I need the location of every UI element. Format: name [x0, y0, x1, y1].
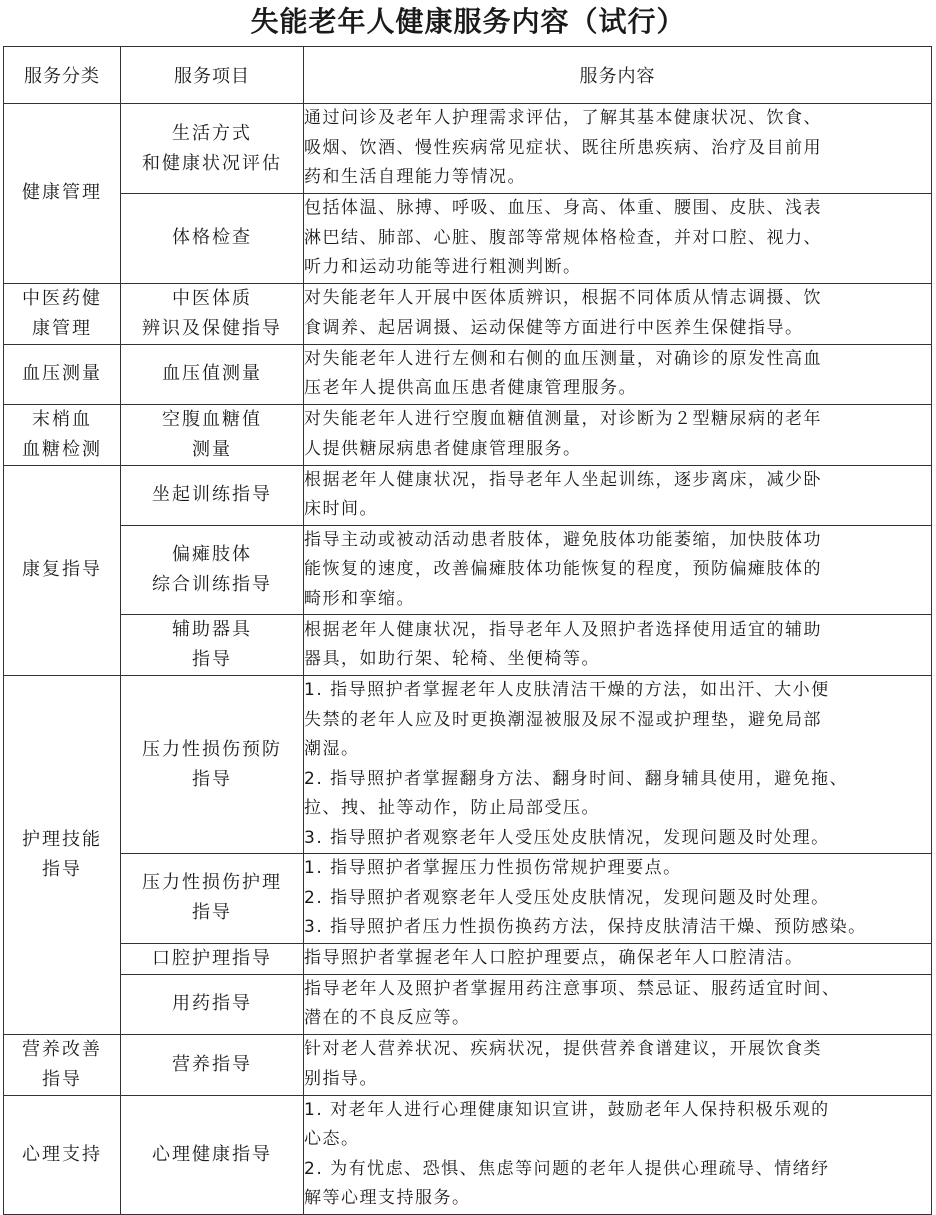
content-line: 人提供糖尿病患者健康管理服务。 — [304, 438, 582, 459]
content-line: 指导主动或被动活动患者肢体，避免肢体功能萎缩，加快肢体功 — [304, 529, 822, 550]
table-row — [4, 194, 932, 284]
table-row — [4, 283, 932, 344]
item-cell — [121, 1034, 304, 1095]
item-cell — [121, 283, 304, 344]
category-text: 指导 — [42, 858, 82, 880]
content-line: 对失能老年人进行空腹血糖值测量，对诊断为２型糖尿病的老年 — [304, 409, 822, 429]
category-text: 康复指导 — [22, 559, 102, 581]
header-item: 服务项目 — [121, 47, 304, 104]
item-text: 营养指导 — [172, 1053, 252, 1075]
table-row — [4, 1095, 932, 1214]
item-text: 指导 — [192, 649, 232, 670]
category-text: 血压测量 — [22, 363, 102, 384]
item-text: 指导 — [192, 768, 232, 790]
table-row — [4, 854, 932, 944]
category-cell — [4, 676, 121, 1035]
item-text: 生活方式 — [172, 122, 252, 144]
content-line: 听力和运动功能等进行粗测判断。 — [304, 257, 582, 277]
item-cell — [121, 974, 304, 1034]
content-line: 1. 指导照护者掌握压力性损伤常规护理要点。 — [304, 858, 682, 878]
content-cell — [304, 943, 932, 974]
category-cell — [4, 283, 121, 344]
table-row — [4, 974, 932, 1034]
category-text: 血糖检测 — [22, 438, 102, 460]
content-line: 吸烟、饮酒、慢性疾病常见症状、既往所患疾病、治疗及目前用 — [304, 137, 822, 158]
category-text: 心理支持 — [22, 1143, 102, 1165]
content-line: 别指导。 — [304, 1068, 378, 1089]
content-cell — [304, 854, 932, 944]
content-line: 对失能老年人开展中医体质辨识，根据不同体质从情志调摄、饮 — [304, 288, 822, 308]
item-text: 压力性损伤预防 — [142, 738, 282, 760]
category-text: 末梢血 — [32, 408, 92, 430]
content-line: 压老年人提供高血压患者健康管理服务。 — [304, 378, 637, 398]
content-line: 解等心理支持服务。 — [304, 1188, 471, 1208]
content-line: 指导照护者掌握老年人口腔护理要点，确保老年人口腔清洁。 — [304, 947, 804, 968]
item-cell — [121, 194, 304, 284]
item-cell — [121, 854, 304, 944]
table-row — [4, 465, 932, 525]
category-cell — [4, 465, 121, 676]
table-row — [4, 1034, 932, 1095]
item-text: 压力性损伤护理 — [142, 872, 282, 894]
category-text: 指导 — [42, 1068, 82, 1090]
content-cell — [304, 404, 932, 465]
item-text: 辨识及保健指导 — [142, 317, 282, 339]
content-line: 针对老人营养状况、疾病状况，提供营养食谱建议，开展饮食类 — [304, 1039, 822, 1059]
category-cell — [4, 1095, 121, 1214]
content-cell — [304, 1034, 932, 1095]
table-row — [4, 344, 932, 404]
category-text: 护理技能 — [22, 828, 102, 850]
item-cell — [121, 104, 304, 194]
content-line: 3. 指导照护者观察老年人受压处皮肤情况，发现问题及时处理。 — [304, 827, 830, 848]
table-header-row — [4, 47, 932, 104]
item-cell — [121, 676, 304, 854]
page-title: 失能老年人健康服务内容（试行） — [250, 5, 686, 38]
item-text: 体格检查 — [172, 227, 252, 249]
item-text: 用药指导 — [172, 993, 252, 1014]
category-cell — [4, 104, 121, 284]
content-line: 2. 为有忧虑、恐惧、焦虑等问题的老年人提供心理疏导、情绪纾 — [304, 1158, 830, 1179]
content-line: 通过问诊及老年人护理需求评估，了解其基本健康状况、饮食、 — [304, 108, 822, 129]
content-line: 畸形和挛缩。 — [304, 588, 415, 609]
table-row — [4, 615, 932, 676]
content-line: 2. 指导照护者观察老年人受压处皮肤情况，发现问题及时处理。 — [304, 887, 830, 908]
service-table — [3, 46, 932, 1215]
item-cell — [121, 404, 304, 465]
item-text: 血压值测量 — [162, 363, 262, 384]
content-line: 潮湿。 — [304, 739, 360, 759]
content-line: 包括体温、脉搏、呼吸、血压、身高、体重、腰围、皮肤、浅表 — [304, 198, 822, 218]
content-cell — [304, 974, 932, 1034]
content-cell — [304, 465, 932, 525]
content-line: 3. 指导照护者压力性损伤换药方法，保持皮肤清洁干燥、预防感染。 — [304, 917, 867, 937]
item-cell — [121, 943, 304, 974]
item-cell — [121, 1095, 304, 1214]
item-text: 中医体质 — [172, 287, 252, 309]
table-row — [4, 525, 932, 615]
content-line: 能恢复的速度，改善偏瘫肢体功能恢复的程度，预防偏瘫肢体的 — [304, 559, 822, 579]
content-cell — [304, 344, 932, 404]
content-cell — [304, 194, 932, 284]
item-text: 指导 — [192, 902, 232, 924]
item-text: 和健康状况评估 — [142, 152, 282, 174]
item-text: 偏瘫肢体 — [172, 543, 252, 565]
content-line: 床时间。 — [304, 499, 378, 519]
content-line: 淋巴结、肺部、心脏、腹部等常规体格检查，并对口腔、视力、 — [304, 227, 822, 248]
content-line: 食调养、起居调摄、运动保健等方面进行中医养生保健指导。 — [304, 317, 804, 338]
header-category: 服务分类 — [4, 47, 121, 104]
content-line: 根据老年人健康状况，指导老年人坐起训练，逐步离床，减少卧 — [304, 469, 822, 490]
category-text: 中医药健 — [22, 287, 102, 309]
item-text: 心理健康指导 — [152, 1143, 272, 1165]
content-cell — [304, 676, 932, 854]
item-text: 测量 — [192, 438, 232, 460]
item-text: 坐起训练指导 — [152, 484, 272, 505]
item-cell — [121, 344, 304, 404]
table-row — [4, 676, 932, 854]
item-cell — [121, 525, 304, 615]
item-text: 口腔护理指导 — [152, 947, 272, 969]
category-text: 健康管理 — [22, 182, 102, 204]
content-cell — [304, 1095, 932, 1214]
content-line: 1. 对老年人进行心理健康知识宣讲，鼓励老年人保持积极乐观的 — [304, 1099, 830, 1120]
category-text: 康管理 — [32, 317, 92, 339]
item-cell — [121, 465, 304, 525]
item-text: 辅助器具 — [172, 619, 252, 640]
content-cell — [304, 525, 932, 615]
content-line: 药和生活自理能力等情况。 — [304, 167, 526, 188]
content-cell — [304, 615, 932, 676]
item-text: 综合训练指导 — [152, 573, 272, 595]
table-row — [4, 104, 932, 194]
category-cell — [4, 404, 121, 465]
table-row — [4, 943, 932, 974]
content-line: 器具，如助行架、轮椅、坐便椅等。 — [304, 649, 600, 669]
header-content: 服务内容 — [304, 47, 932, 104]
category-text: 营养改善 — [22, 1038, 102, 1060]
item-text: 空腹血糖值 — [162, 408, 262, 430]
content-line: 拉、拽、扯等动作，防止局部受压。 — [304, 798, 600, 818]
content-line: 潜在的不良反应等。 — [304, 1008, 471, 1028]
content-line: 心态。 — [304, 1129, 360, 1149]
content-line: 失禁的老年人应及时更换潮湿被服及尿不湿或护理垫，避免局部 — [304, 709, 822, 730]
table-row — [4, 404, 932, 465]
content-line: 根据老年人健康状况，指导老年人及照护者选择使用适宜的辅助 — [304, 619, 822, 640]
content-cell — [304, 283, 932, 344]
category-cell — [4, 344, 121, 404]
content-line: 对失能老年人进行左侧和右侧的血压测量，对确诊的原发性高血 — [304, 348, 822, 369]
content-line: 2. 指导照护者掌握翻身方法、翻身时间、翻身辅具使用，避免拖、 — [304, 768, 849, 789]
content-cell — [304, 104, 932, 194]
content-line: 指导老年人及照护者掌握用药注意事项、禁忌证、服药适宜时间、 — [304, 978, 841, 999]
category-cell — [4, 1034, 121, 1095]
content-line: 1. 指导照护者掌握老年人皮肤清洁干燥的方法，如出汗、大小便 — [304, 680, 830, 700]
item-cell — [121, 615, 304, 676]
